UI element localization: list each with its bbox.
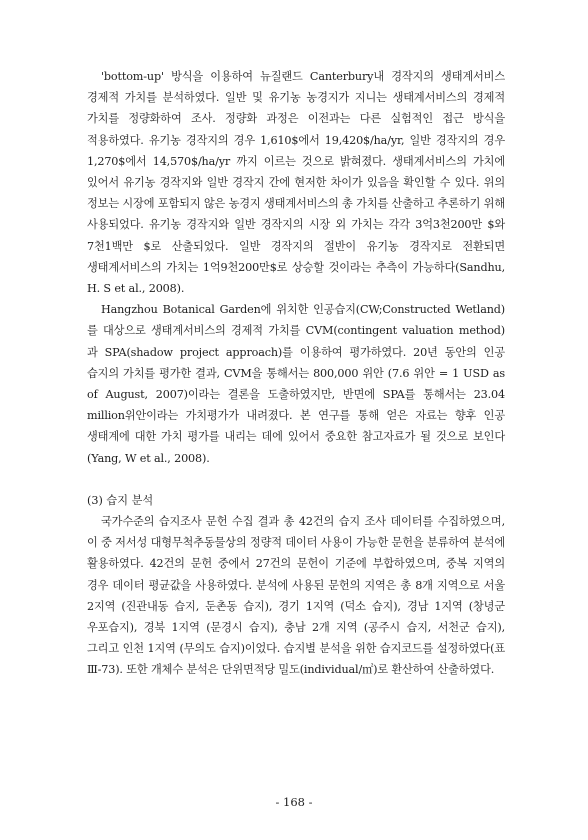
section-heading: (3) 습지 분석	[87, 493, 154, 507]
paragraph-canterbury: 'bottom-up' 방식을 이용하여 뉴질랜드 Canterbury내 경작지의 생태계서비스 경제적 가치를 분석하였다. 일반 및 유기농 농경지가 지니는 생태계서비스의 경제적 가치를 정량화하여 조사. 정량화 과정은 이전과는 다른 실험적인 접근 방식을 적용하였다. 유기농 경작지의 경우 1,610$에서 19,420$/ha/yr, 일반 경작지의 경우 1,270$에서 14,570$/ha/yr 까지 이르는 것으로 밝혀졌다. 생태계서비스의 가치에 있어서 유기농 경작지와 일반 경작지 간에 현저한 차이가 있음을 확인할 수 있다. 위의 정보는 시장에 포함되지 않은 농경지 생태계서비스의 총 가치를 산출하고 추론하기 위해 사용되었다. 유기농 경작지와 일반 경작지의 시장 외 가치는 각각 3억3천200만 $와 7천1백만 $로 산출되었다. 일반 경작지의 절반이 유기농 경작지로 전환되면 생태계서비스의 가치는 1억9천200만$로 상승할 것이라는 추측이 가능하다(Sandhu, H. S et al., 2008).	[87, 70, 505, 296]
page-number: - 168 -	[275, 795, 313, 809]
paragraph-wetland-analysis: 국가수준의 습지조사 문헌 수집 결과 총 42건의 습지 조사 데이터를 수집하였으며, 이 중 저서성 대형무척추동물상의 정량적 데이터 사용이 가능한 문헌을 분류하여 분석에 활용하였다. 42건의 문헌 중에서 27건의 문헌이 기준에 부합하였으며, 중복 지역의 경우 데이터 평균값을 사용하였다. 분석에 사용된 문헌의 지역은 총 8개 지역으로 서울 2지역 (진관내동 습지, 둔촌동 습지), 경기 1지역 (덕소 습지), 경남 1지역 (창녕군 우포습지), 경북 1지역 (문경시 습지), 충남 2개 지역 (공주시 습지, 서천군 습지), 그리고 인천 1지역 (무의도 습지)이었다. 습지별 분석을 위한 습지코드를 설정하였다(표 Ⅲ-73). 또한 개체수 분석은 단위면적당 밀도(individual/㎡)로 환산하여 산출하였다.	[87, 515, 505, 677]
document-body	[87, 66, 505, 681]
paragraph-hangzhou: Hangzhou Botanical Garden에 위치한 인공습지(CW;Constructed Wetland)를 대상으로 생태계서비스의 경제적 가치를 CVM(contingent valuation method) 과 SPA(shadow project approach)를 이용하여 평가하였다. 20년 동안의 인공 습지의 가치를 평가한 결과, CVM을 통해서는 800,000 위안 (7.6 위안 = 1 USD as of August, 2007)이라는 결론을 도출하였지만, 반면에 SPA를 통해서는 23.04 million위안이라는 가치평가가 내려졌다. 본 연구를 통해 얻은 자료는 향후 인공 생태계에 대한 가치 평가를 내리는 데에 있어서 중요한 참고자료가 될 것으로 보인다(Yang, W et al., 2008).	[87, 303, 505, 465]
